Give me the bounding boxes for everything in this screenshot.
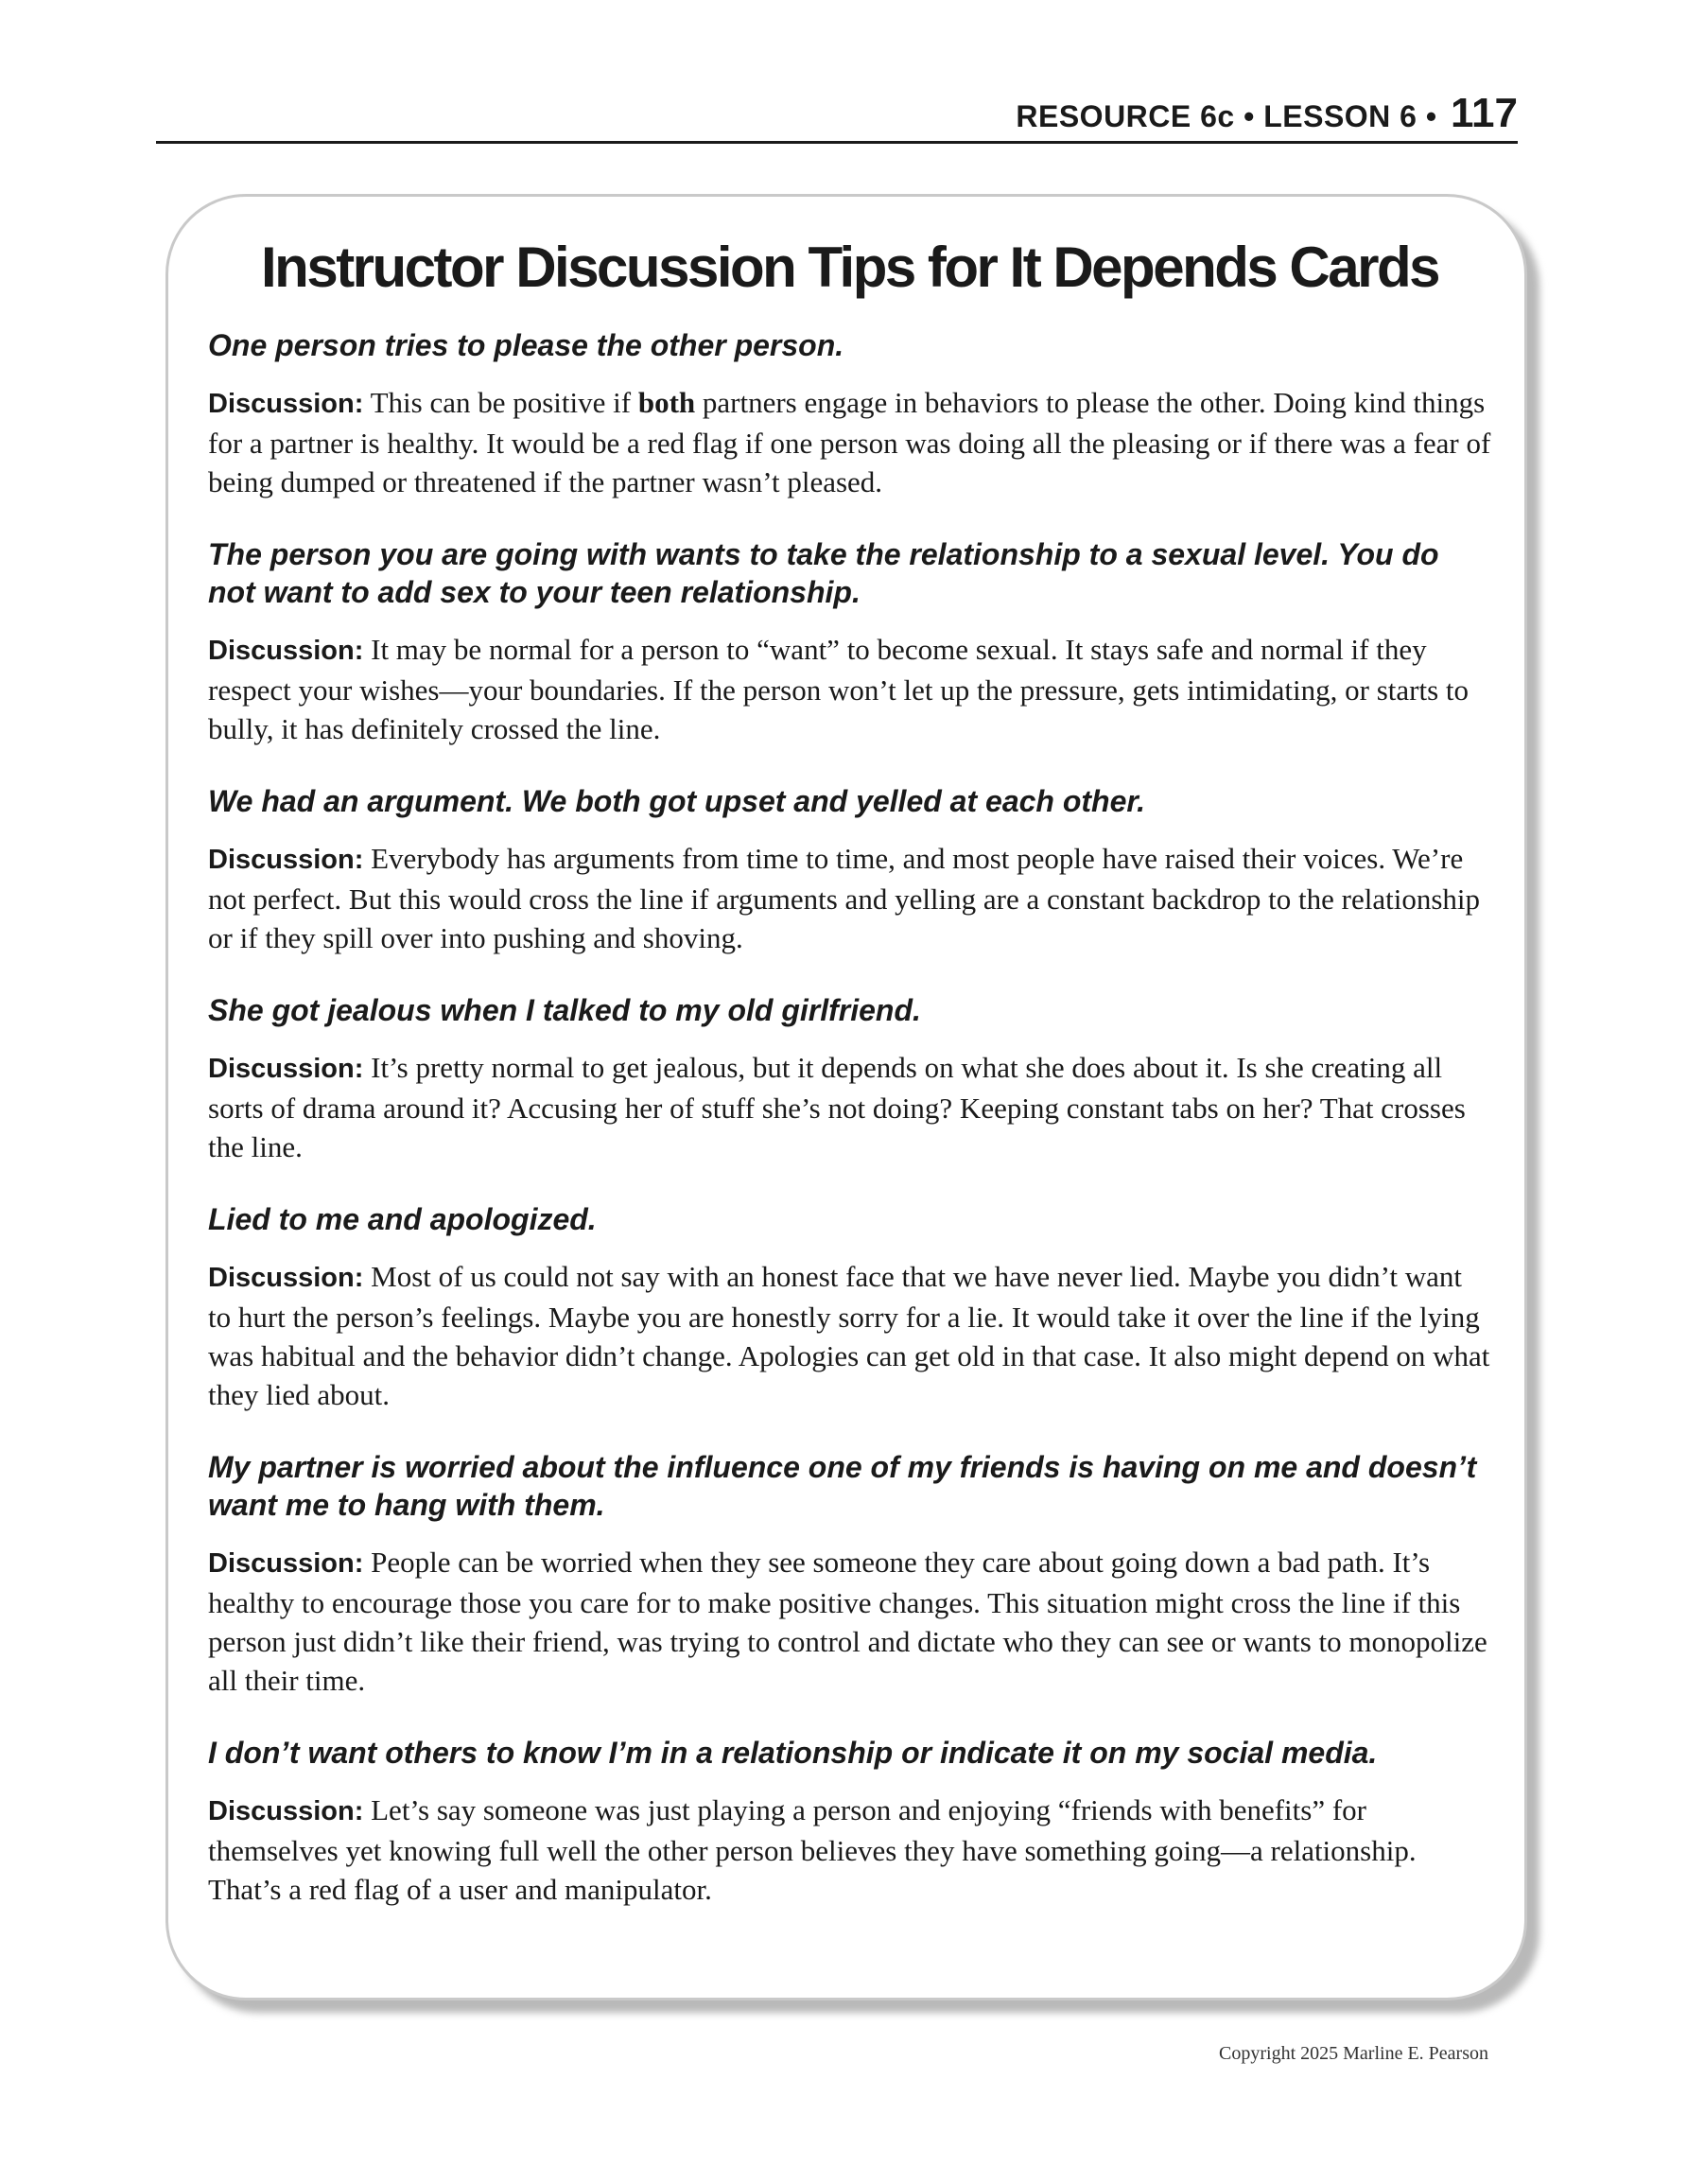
tip-question: Lied to me and apologized.	[208, 1202, 597, 1236]
tip-discussion	[208, 1791, 1491, 1909]
discussion-tips-card	[165, 194, 1527, 2001]
discussion-label: Discussion:	[208, 1796, 364, 1826]
discussion-label: Discussion:	[208, 1054, 364, 1084]
discussion-text: This can be positive if	[370, 386, 638, 419]
tip-question: We had an argument. We both got upset and yelled at each other.	[208, 784, 1145, 818]
page-header	[156, 90, 1518, 144]
discussion-text: It’s pretty normal to get jealous, but it depends on what she does about it. Is she creating all sorts of drama around it? Accusing her of stuff she’s not doing? Keeping constant tabs on her? That crosses the line.	[208, 1051, 1466, 1163]
discussion-text: People can be worried when they see someone they care about going down a bad path. It’s healthy to encourage those you care for to make positive changes. This situation might cross the line if this person just didn’t like their friend, was trying to control and dictate who they can see or wants to monopolize all their time.	[208, 1546, 1487, 1697]
discussion-emphasis: both	[637, 386, 696, 419]
tip-question: The person you are going with wants to take the relationship to a sexual level. You do not want to add sex to your teen relationship.	[208, 537, 1439, 609]
discussion-label: Discussion:	[208, 389, 364, 419]
tip-item	[208, 1200, 1491, 1414]
card-title: Instructor Discussion Tips for It Depends Cards	[261, 236, 1438, 299]
tip-discussion	[208, 1257, 1491, 1414]
tip-item	[208, 1734, 1491, 1909]
resource-lesson-label: RESOURCE 6c • LESSON 6 •	[1016, 99, 1437, 133]
tip-question: She got jealous when I talked to my old girlfriend.	[208, 993, 921, 1027]
tip-item	[208, 782, 1491, 957]
tip-discussion	[208, 839, 1491, 957]
discussion-text: partners engage in behaviors to please the other. Doing kind things for a partner is healthy. It would be a red flag if one person was doing all the pleasing or if there was a fear of being dumped or threatened if the partner wasn’t pleased.	[208, 386, 1491, 498]
tip-discussion	[208, 383, 1491, 501]
discussion-label: Discussion:	[208, 845, 364, 875]
tip-item	[208, 326, 1491, 501]
discussion-label: Discussion:	[208, 1263, 364, 1293]
discussion-text: Everybody has arguments from time to time, and most people have raised their voices. We’re not perfect. But this would cross the line if arguments and yelling are a constant backdrop to the relationship or if they spill over into pushing and shoving.	[208, 842, 1481, 954]
tip-question: I don’t want others to know I’m in a relationship or indicate it on my social media.	[208, 1736, 1378, 1770]
tip-item	[208, 1448, 1491, 1700]
discussion-label: Discussion:	[208, 1548, 364, 1579]
discussion-text: It may be normal for a person to “want” to become sexual. It stays safe and normal if they respect your wishes—your boundaries. If the person won’t let up the pressure, gets intimidating, or starts to bully, it has definitely crossed the line.	[208, 633, 1470, 745]
tip-discussion	[208, 1048, 1491, 1166]
copyright-notice: Copyright 2025 Marline E. Pearson	[1219, 2043, 1488, 2064]
tip-item	[208, 991, 1491, 1166]
discussion-text: Most of us could not say with an honest face that we have never lied. Maybe you didn’t want to hurt the person’s feelings. Maybe you are honestly sorry for a lie. It would take it over the line if the lying was habitual and the behavior didn’t change. Apologies can get old in that case. It also might depend on what they lied about.	[208, 1260, 1490, 1411]
tip-question: One person tries to please the other person.	[208, 328, 844, 362]
tip-discussion	[208, 1543, 1491, 1700]
tip-discussion	[208, 630, 1491, 748]
discussion-label: Discussion:	[208, 636, 364, 666]
tip-question: My partner is worried about the influence one of my friends is having on me and doesn’t want me to hang with them.	[208, 1450, 1477, 1522]
discussion-text: Let’s say someone was just playing a person and enjoying “friends with benefits” for themselves yet knowing full well the other person believes they have something going—a relationship. That’s a red flag of a user and manipulator.	[208, 1793, 1417, 1906]
page-number: 117	[1451, 90, 1518, 136]
tip-item	[208, 535, 1491, 748]
